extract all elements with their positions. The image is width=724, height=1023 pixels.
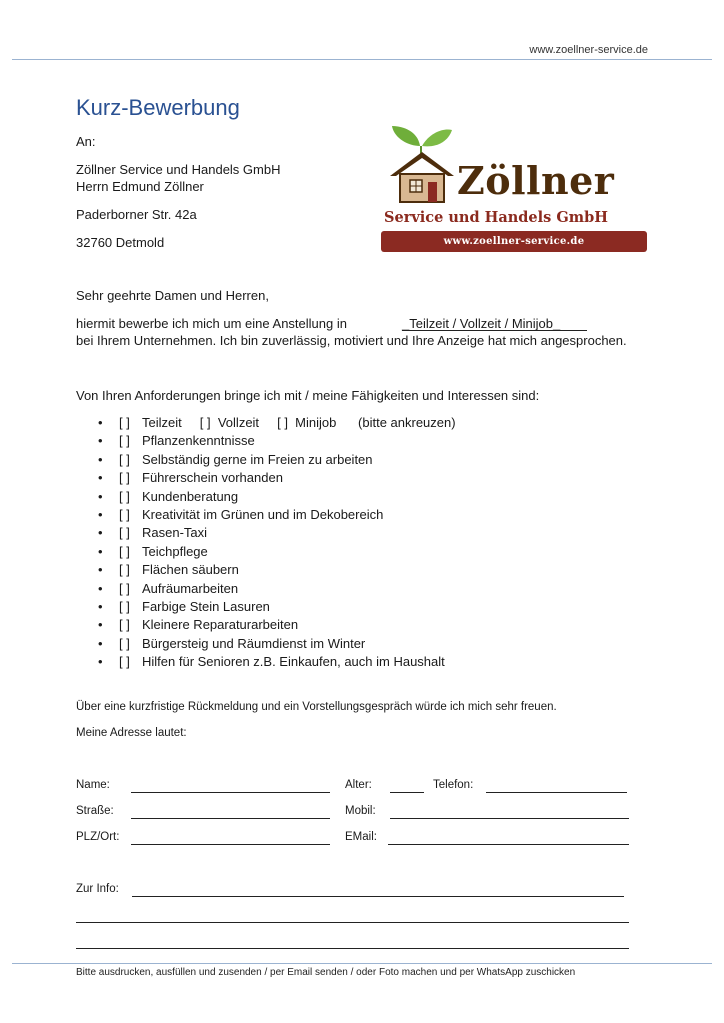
checkbox[interactable]: [ ] xyxy=(119,451,130,467)
logo-brand-name: Zöllner xyxy=(457,158,615,203)
recipient-to-label: An: xyxy=(76,134,96,149)
street-field[interactable] xyxy=(131,818,330,819)
list-item-label: Pflanzenkenntnisse xyxy=(142,433,255,449)
list-item-label: Kreativität im Grünen und im Dekobereich xyxy=(142,506,384,522)
recipient-company: Zöllner Service und Handels GmbH xyxy=(76,162,281,177)
name-field[interactable] xyxy=(131,792,330,793)
page-title: Kurz-Bewerbung xyxy=(76,95,240,120)
list-item-label: Kundenberatung xyxy=(142,488,239,504)
feedback-text: Über eine kurzfristige Rückmeldung und ein Vorstellungsgespräch würde ich mich sehr freuen. xyxy=(76,701,557,713)
zip-city-field[interactable] xyxy=(131,844,330,845)
checkbox[interactable]: [ ] xyxy=(119,598,130,614)
letter-line2: bei Ihrem Unternehmen. Ich bin zuverlässig, motiviert und Ihre Anzeige hat mich angesprochen. xyxy=(76,333,627,348)
checkbox[interactable]: [ ] xyxy=(119,433,130,449)
list-item-label: Teichpflege xyxy=(142,543,208,559)
footer-divider xyxy=(12,963,712,964)
requirements-intro: Von Ihren Anforderungen bringe ich mit / meine Fähigkeiten und Interessen sind: xyxy=(76,388,540,403)
logo-subtitle: Service und Handels GmbH xyxy=(384,209,608,226)
info-label: Zur Info: xyxy=(76,883,119,895)
logo-url: www.zoellner-service.de xyxy=(443,236,585,247)
checkbox[interactable]: [ ] xyxy=(119,415,130,430)
info-field[interactable] xyxy=(132,896,624,897)
employment-options: _Teilzeit / Vollzeit / Minijob_ xyxy=(402,316,561,331)
list-item-label: Selbständig gerne im Freien zu arbeiten xyxy=(142,451,373,467)
header-divider xyxy=(12,59,712,60)
letter-line1: hiermit bewerbe ich mich um eine Anstellung in xyxy=(76,316,347,331)
phone-field[interactable] xyxy=(486,792,627,793)
zip-city-label: PLZ/Ort: xyxy=(76,831,120,843)
mobile-field[interactable] xyxy=(390,818,629,819)
list-item-label: Kleinere Reparaturarbeiten xyxy=(142,617,299,633)
checkbox[interactable]: [ ] xyxy=(119,617,130,633)
recipient-city: 32760 Detmold xyxy=(76,235,165,250)
checkbox[interactable]: [ ] xyxy=(119,654,130,670)
checkbox[interactable]: [ ] xyxy=(119,543,130,559)
name-label: Name: xyxy=(76,779,110,791)
list-item-label: Flächen säubern xyxy=(142,562,239,578)
list-item-label: Führerschein vorhanden xyxy=(142,470,283,486)
info-field-line2[interactable] xyxy=(76,922,629,923)
footer-text: Bitte ausdrucken, ausfüllen und zusenden / per Email senden / oder Foto machen und per WhatsApp zuschicken xyxy=(76,967,576,978)
company-logo xyxy=(380,124,648,254)
mobile-label: Mobil: xyxy=(345,805,376,817)
checkbox[interactable]: [ ] xyxy=(119,470,130,486)
recipient-street: Paderborner Str. 42a xyxy=(76,207,197,222)
employment-options-underline xyxy=(402,330,587,331)
checkbox[interactable]: [ ] xyxy=(119,580,130,596)
email-label: EMail: xyxy=(345,831,377,843)
list-item-label: Teilzeit [ ] Vollzeit [ ] Minijob (bitte ankreuzen) xyxy=(142,415,456,430)
list-item-label: Rasen-Taxi xyxy=(142,525,208,541)
address-intro: Meine Adresse lautet: xyxy=(76,727,187,739)
recipient-person: Herrn Edmund Zöllner xyxy=(76,179,204,194)
street-label: Straße: xyxy=(76,805,114,817)
checkbox[interactable]: [ ] xyxy=(119,488,130,504)
checkbox[interactable]: [ ] xyxy=(119,635,130,651)
salutation: Sehr geehrte Damen und Herren, xyxy=(76,288,269,303)
list-item-label: Aufräumarbeiten xyxy=(142,580,239,596)
checkbox[interactable]: [ ] xyxy=(119,525,130,541)
header-url: www.zoellner-service.de xyxy=(529,44,648,56)
logo-url-bar xyxy=(381,231,647,252)
email-field[interactable] xyxy=(388,844,629,845)
checkbox[interactable]: [ ] xyxy=(119,562,130,578)
list-item-label: Farbige Stein Lasuren xyxy=(142,598,270,614)
checkbox[interactable]: [ ] xyxy=(119,506,130,522)
list-item-label: Bürgersteig und Räumdienst im Winter xyxy=(142,635,366,651)
phone-label: Telefon: xyxy=(433,779,474,791)
info-field-line3[interactable] xyxy=(76,948,629,949)
age-label: Alter: xyxy=(345,779,372,791)
list-item-label: Hilfen für Senioren z.B. Einkaufen, auch im Haushalt xyxy=(142,654,445,670)
age-field[interactable] xyxy=(390,792,424,793)
house-leaves-icon xyxy=(386,124,458,204)
